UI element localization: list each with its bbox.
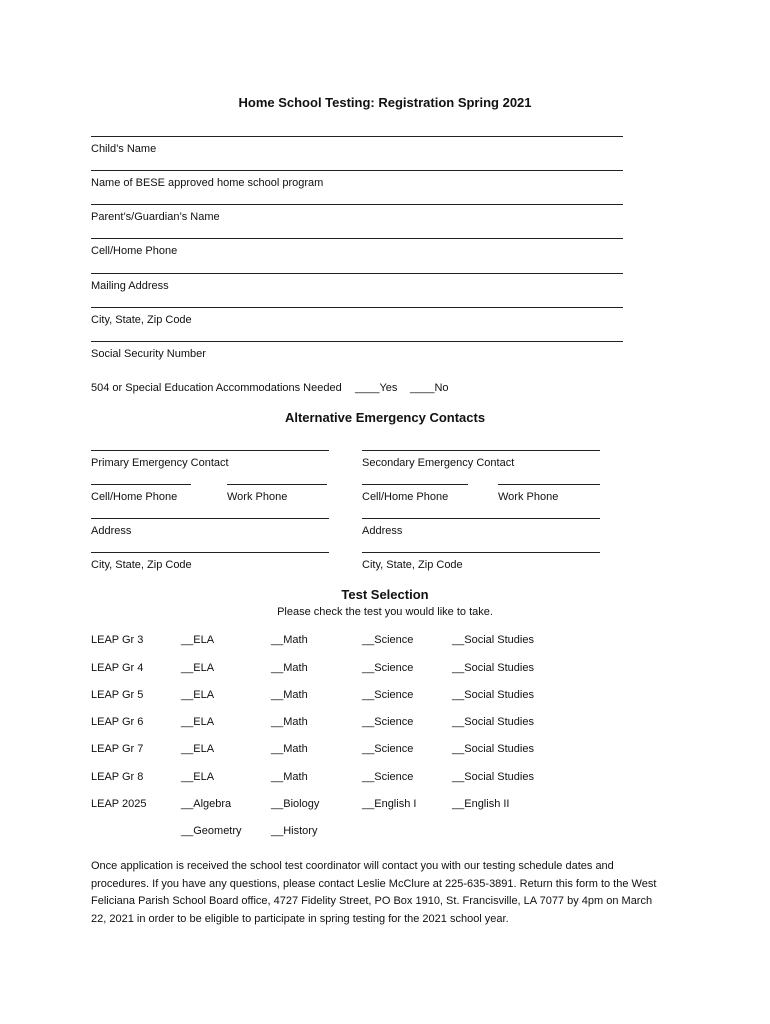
field-label: Parent’s/Guardian’s Name <box>91 211 220 223</box>
field-label: Social Security Number <box>91 348 206 360</box>
field-label: Child’s Name <box>91 143 157 155</box>
secondary-cell-line[interactable] <box>362 484 468 485</box>
test-option[interactable]: __Geometry <box>181 825 242 837</box>
city-state-zip-line[interactable] <box>91 307 623 308</box>
test-option[interactable]: __Social Studies <box>452 771 534 783</box>
secondary-work-label: Work Phone <box>498 491 559 503</box>
secondary-work-line[interactable] <box>498 484 600 485</box>
secondary-contact-label: Secondary Emergency Contact <box>362 457 515 469</box>
test-option[interactable]: __Social Studies <box>452 716 534 728</box>
program-name-line[interactable] <box>91 170 623 171</box>
test-option[interactable]: __ELA <box>181 771 215 783</box>
test-option[interactable]: __Social Studies <box>452 634 534 646</box>
primary-cell-label: Cell/Home Phone <box>91 491 178 503</box>
test-option[interactable]: __Math <box>271 634 308 646</box>
test-option[interactable]: __Math <box>271 771 308 783</box>
primary-contact-label: Primary Emergency Contact <box>91 457 229 469</box>
primary-work-label: Work Phone <box>227 491 288 503</box>
test-option[interactable]: __Biology <box>271 798 320 810</box>
test-option[interactable]: __Science <box>362 743 414 755</box>
test-option[interactable]: __ELA <box>181 716 215 728</box>
test-option[interactable]: __ELA <box>181 662 215 674</box>
grade-label: LEAP Gr 5 <box>91 689 144 701</box>
test-option[interactable]: __Social Studies <box>452 689 534 701</box>
secondary-city-label: City, State, Zip Code <box>362 559 463 571</box>
page-title: Home School Testing: Registration Spring 2021 <box>238 95 532 110</box>
test-option[interactable]: __ELA <box>181 634 215 646</box>
accommodations-no[interactable]: ____No <box>410 382 449 394</box>
secondary-city-line[interactable] <box>362 552 600 553</box>
secondary-address-line[interactable] <box>362 518 600 519</box>
emergency-heading: Alternative Emergency Contacts <box>284 410 486 425</box>
test-selection-heading: Test Selection <box>341 587 429 602</box>
test-option[interactable]: __Science <box>362 689 414 701</box>
instructions-paragraph: Once application is received the school test coordinator will contact you with our testing schedule dates and procedures. If you have any questions, please contact Leslie McClure at 225-635-3891. Return this form to the West Feliciana Parish School Board office, 4727 Fidelity Street, PO Box 1910, St. Francisville, LA 7077 by 4pm on March 22, 2021 in order to be eligible to participate in spring testing for the 2021 school year. <box>91 860 657 925</box>
primary-city-line[interactable] <box>91 552 329 553</box>
secondary-address-label: Address <box>362 525 403 537</box>
guardian-name-line[interactable] <box>91 204 623 205</box>
primary-address-line[interactable] <box>91 518 329 519</box>
test-option[interactable]: __Social Studies <box>452 743 534 755</box>
grade-label: LEAP Gr 8 <box>91 771 144 783</box>
primary-work-line[interactable] <box>227 484 327 485</box>
field-label: Name of BESE approved home school program <box>91 177 324 189</box>
test-option[interactable]: __Math <box>271 662 308 674</box>
grade-label: LEAP Gr 7 <box>91 743 144 755</box>
secondary-cell-label: Cell/Home Phone <box>362 491 449 503</box>
grade-label: LEAP Gr 4 <box>91 662 144 674</box>
primary-contact-line[interactable] <box>91 450 329 451</box>
test-option[interactable]: __ELA <box>181 743 215 755</box>
mailing-address-line[interactable] <box>91 273 623 274</box>
phone-line[interactable] <box>91 238 623 239</box>
test-option[interactable]: __Science <box>362 716 414 728</box>
primary-city-label: City, State, Zip Code <box>91 559 192 571</box>
field-label: Cell/Home Phone <box>91 245 178 257</box>
childs-name-line[interactable] <box>91 136 623 137</box>
test-option[interactable]: __English II <box>452 798 510 810</box>
field-label: City, State, Zip Code <box>91 314 192 326</box>
test-option[interactable]: __Science <box>362 662 414 674</box>
grade-label: LEAP Gr 6 <box>91 716 144 728</box>
test-option[interactable]: __History <box>271 825 318 837</box>
accommodations-yes[interactable]: ____Yes <box>355 382 398 394</box>
test-option[interactable]: __Math <box>271 743 308 755</box>
accommodations-label: 504 or Special Education Accommodations Needed <box>91 382 342 394</box>
test-option[interactable]: __English I <box>362 798 417 810</box>
test-option[interactable]: __Science <box>362 771 414 783</box>
field-label: Mailing Address <box>91 280 169 292</box>
test-option[interactable]: __Algebra <box>181 798 232 810</box>
primary-cell-line[interactable] <box>91 484 191 485</box>
grade-label: LEAP 2025 <box>91 798 147 810</box>
test-option[interactable]: __Science <box>362 634 414 646</box>
test-option[interactable]: __Math <box>271 716 308 728</box>
primary-address-label: Address <box>91 525 132 537</box>
grade-label: LEAP Gr 3 <box>91 634 144 646</box>
test-option[interactable]: __ELA <box>181 689 215 701</box>
test-option[interactable]: __Math <box>271 689 308 701</box>
test-option[interactable]: __Social Studies <box>452 662 534 674</box>
secondary-contact-line[interactable] <box>362 450 600 451</box>
test-selection-instruction: Please check the test you would like to take. <box>277 606 493 618</box>
ssn-line[interactable] <box>91 341 623 342</box>
